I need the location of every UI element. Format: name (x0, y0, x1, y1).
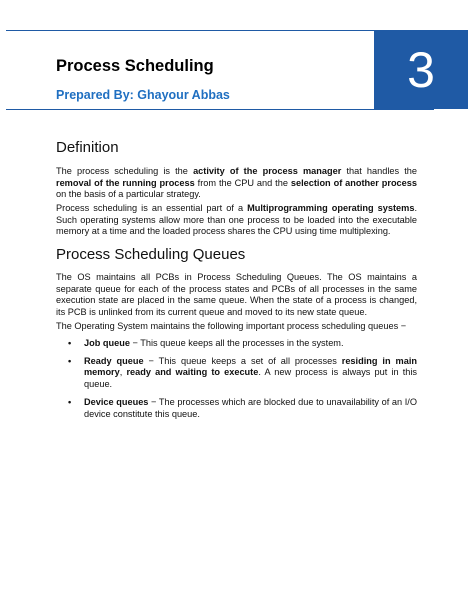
queue-list (56, 338, 417, 426)
text-run: that handles the (341, 166, 418, 176)
bold-text-run: Device queues (84, 396, 149, 407)
text-run: The OS maintains all PCBs in Process Scheduling Queues. The OS maintains a separate queue for each of the process states and PCBs of all processes in the same execution state are placed in the same queue. When the state of a process is changed, its PCB is unlinked from its current queue and moved to its new state queue. (56, 272, 417, 318)
chapter-number: 3 (407, 41, 435, 98)
bullet-icon: • (68, 396, 72, 407)
text-run: − The processes which are blocked due to unavailability of an I/O device constitute this queue. (84, 396, 417, 419)
bold-text-run: residing in main memory (84, 355, 417, 378)
text-run: on the basis of a particular strategy. (56, 189, 201, 200)
author-line: Prepared By: Ghayour Abbas (56, 88, 230, 102)
device-queues-item (56, 397, 417, 420)
text-run: Process scheduling is an essential part of a (56, 203, 248, 213)
bold-text-run: Ready queue (84, 355, 144, 366)
document-title: Process Scheduling (56, 57, 214, 75)
bullet-icon: • (68, 355, 72, 366)
bullet-icon: • (68, 338, 72, 348)
chapter-number-box (374, 30, 468, 109)
text-run: The process scheduling is the (56, 166, 194, 176)
queues-paragraph-2 (56, 321, 417, 333)
text-run: − This queue keeps all the processes in the system. (129, 338, 344, 348)
bold-text-run: removal of the running process (56, 177, 195, 188)
queues-heading: Process Scheduling Queues (56, 246, 246, 263)
text-run: − This queue keeps a set of all processes (143, 355, 342, 366)
bold-text-run: Job queue (84, 338, 130, 348)
bold-text-run: Multiprogramming operating systems (247, 203, 415, 213)
definition-paragraph-1 (56, 166, 417, 201)
text-run: . Such operating systems allow more than one process to be loaded into the executable memory at a time and the loaded process shares the CPU using time multiplexing. (56, 203, 417, 237)
definition-heading: Definition (56, 139, 119, 156)
bold-text-run: activity of the process manager (193, 166, 342, 176)
bold-text-run: selection of another process (290, 177, 417, 188)
bold-text-run: ready and waiting to execute (126, 367, 259, 378)
text-run: The Operating System maintains the following important process scheduling queues − (56, 321, 407, 331)
job-queue-item (56, 338, 417, 350)
definition-paragraph-2 (56, 203, 417, 238)
queues-paragraph-1 (56, 272, 417, 319)
text-run: , (119, 367, 127, 378)
text-run: from the CPU and the (194, 177, 291, 188)
text-run: . A new process is always put in this queue. (84, 367, 417, 390)
ready-queue-item (56, 356, 417, 391)
